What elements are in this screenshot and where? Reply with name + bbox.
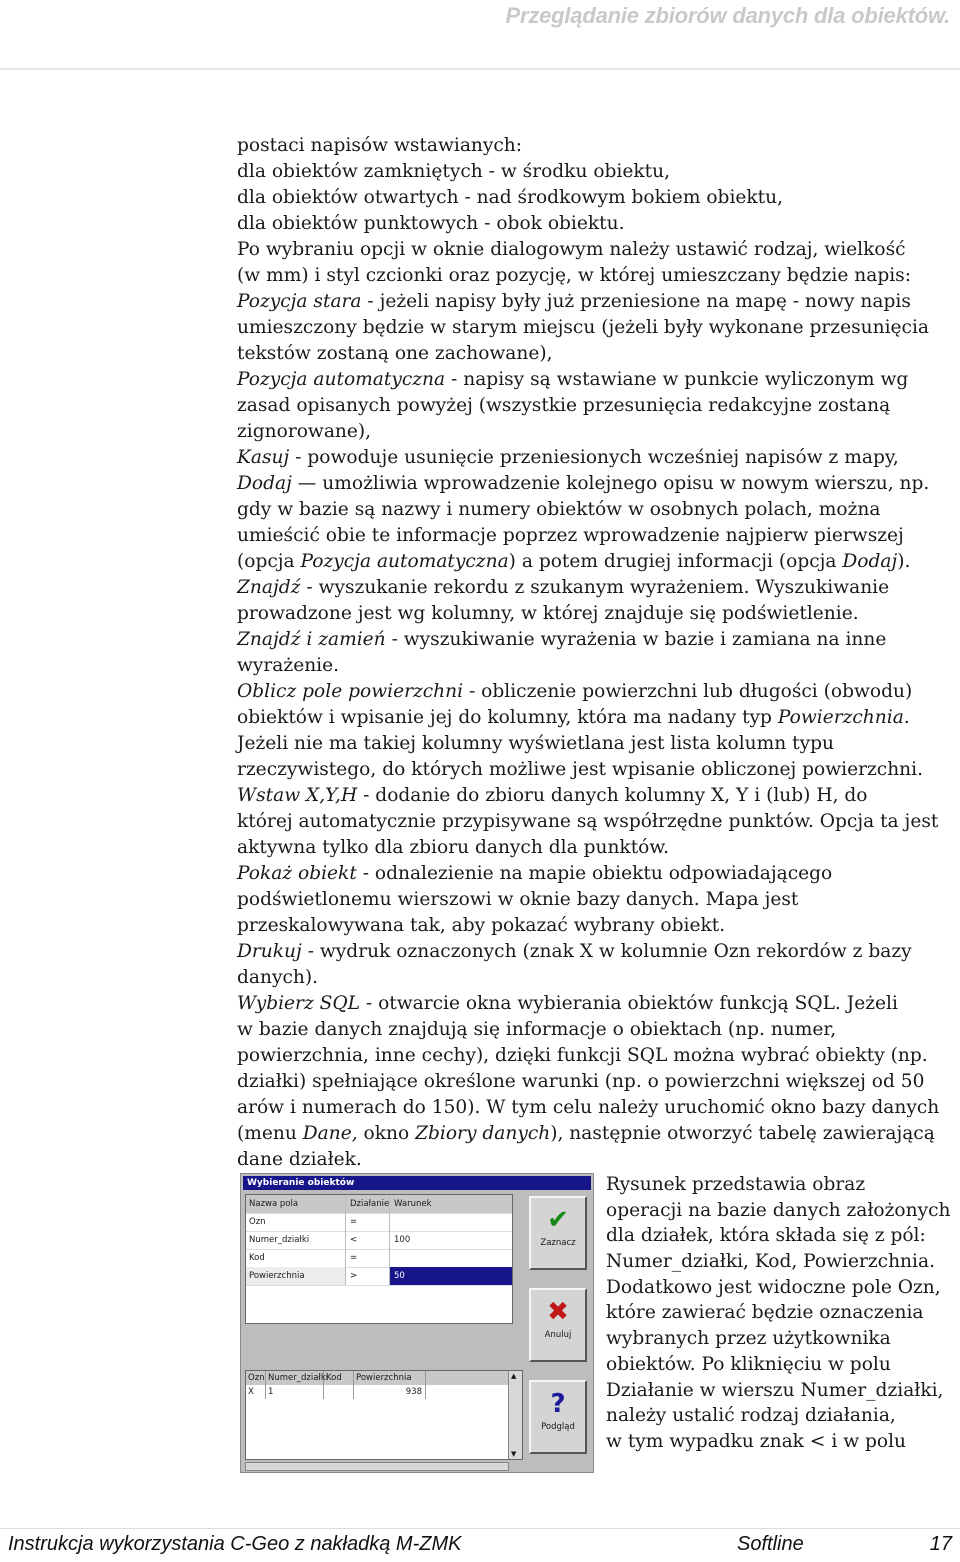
text-run: dane działek. xyxy=(237,1149,362,1170)
text-run: (menu xyxy=(237,1123,303,1144)
body-line xyxy=(237,1121,957,1147)
results-header-row xyxy=(246,1371,508,1385)
option-name: Pokaż obiekt xyxy=(237,863,357,884)
page-header-title: Przeglądanie zbiorów danych dla obiektów. xyxy=(505,3,950,28)
grid-row[interactable] xyxy=(246,1213,512,1232)
scroll-up-icon: ▲ xyxy=(511,1372,517,1380)
results-cell[interactable]: X xyxy=(246,1385,266,1399)
body-line xyxy=(237,263,957,289)
text-run: zasad opisanych powyżej (wszystkie przesunięcia redakcyjne zostaną xyxy=(237,395,891,416)
body-line xyxy=(237,1095,957,1121)
body-line xyxy=(237,991,957,1017)
grid-column-header: Nazwa pola xyxy=(246,1195,346,1213)
cross-icon: ✖ xyxy=(547,1297,569,1327)
option-name: Dane, xyxy=(302,1123,358,1144)
text-run: danych). xyxy=(237,967,319,988)
body-line xyxy=(237,159,957,185)
body-line xyxy=(237,887,957,913)
body-line xyxy=(237,575,957,601)
caption-line: należy ustalić rodzaj działania, xyxy=(606,1405,896,1427)
results-column-header: Numer_działki xyxy=(268,1373,329,1383)
text-run: - dodanie do zbioru danych kolumny X, Y i (lub) H, do xyxy=(357,785,868,806)
results-row[interactable] xyxy=(246,1385,508,1399)
grid-row[interactable] xyxy=(246,1231,512,1250)
text-run: dla obiektów punktowych - obok obiektu. xyxy=(237,213,625,234)
text-run: prowadzone jest wg kolumny, w której znajduje się podświetlenie. xyxy=(237,603,859,624)
body-line xyxy=(237,419,957,445)
body-line xyxy=(237,601,957,627)
option-name: Zbiory danych xyxy=(415,1123,551,1144)
text-run: ). xyxy=(897,551,911,572)
text-run: której automatycznie przypisywane są współrzędne punktów. Opcja ta jest xyxy=(237,811,939,832)
caption-line: dla działek, która składa się z pól: xyxy=(606,1225,926,1247)
option-name: Wstaw X,Y,H xyxy=(237,785,358,806)
option-name: Powierzchnia xyxy=(777,707,904,728)
body-line xyxy=(237,1043,957,1069)
checkmark-icon: ✔ xyxy=(547,1205,569,1235)
grid-cell[interactable]: Kod xyxy=(246,1249,346,1267)
body-line xyxy=(237,1017,957,1043)
text-run: ), następnie otworzyć tabelę zawierającą xyxy=(550,1123,935,1144)
text-run: umieszczony będzie w starym miejscu (jeżeli były wykonane przesunięcia xyxy=(237,317,929,338)
body-line xyxy=(237,783,957,809)
body-line xyxy=(237,497,957,523)
body-line xyxy=(237,367,957,393)
caption-line: Dodatkowo jest widoczne pole Ozn, xyxy=(606,1276,941,1298)
grid-row[interactable] xyxy=(246,1249,512,1268)
text-run: okno xyxy=(357,1123,416,1144)
caption-line: Rysunek przedstawia obraz xyxy=(606,1174,866,1195)
body-line xyxy=(237,939,957,965)
grid-cell[interactable] xyxy=(390,1213,512,1231)
text-run: Jeżeli nie ma takiej kolumny wyświetlana jest lista kolumn typu xyxy=(237,733,835,754)
text-run: - napisy są wstawiane w punkcie wyliczonym wg xyxy=(445,369,909,390)
text-run: wyrażenie. xyxy=(237,655,340,676)
results-grid xyxy=(245,1370,523,1460)
text-run: dla obiektów otwartych - nad środkowym bokiem obiektu, xyxy=(237,187,784,208)
body-line xyxy=(237,549,957,575)
page-number: 17 xyxy=(929,1533,952,1555)
option-name: Drukuj xyxy=(237,941,302,962)
grid-column-header: Działanie xyxy=(346,1195,390,1213)
body-line xyxy=(237,523,957,549)
text-run: - wyszukanie rekordu z szukanym wyrażeniem. Wyszukiwanie xyxy=(300,577,890,598)
horizontal-scrollbar xyxy=(245,1462,509,1471)
results-column-header: Ozn xyxy=(248,1373,265,1383)
text-run: umieścić obie te informacje poprzez wprowadzenie najpierw pierwszej xyxy=(237,525,904,546)
select-button[interactable] xyxy=(529,1196,587,1270)
text-run: aktywna tylko dla zbioru danych dla punktów. xyxy=(237,837,669,858)
text-run: - wydruk oznaczonych (znak X w kolumnie Ozn rekordów z bazy xyxy=(301,941,912,962)
header-divider xyxy=(0,68,960,70)
caption-line: Działanie w wierszu Numer_działki, xyxy=(606,1379,944,1401)
results-cell[interactable]: 1 xyxy=(266,1385,324,1399)
grid-cell[interactable]: > xyxy=(346,1267,390,1285)
body-line xyxy=(237,471,957,497)
button-label: Anuluj xyxy=(544,1330,572,1340)
results-cell[interactable] xyxy=(324,1385,354,1399)
button-label: Zaznacz xyxy=(540,1238,576,1248)
text-run: . xyxy=(903,707,910,728)
text-run: - powoduje usunięcie przeniesionych wcześniej napisów z mapy, xyxy=(289,447,899,468)
question-icon: ? xyxy=(550,1389,566,1419)
page-footer xyxy=(0,1529,960,1559)
body-line xyxy=(237,965,957,991)
body-line xyxy=(237,393,957,419)
grid-cell[interactable]: 100 xyxy=(394,1235,411,1245)
body-line xyxy=(237,705,957,731)
body-line xyxy=(237,1147,957,1173)
text-run: dla obiektów zamkniętych - w środku obiektu, xyxy=(237,161,671,182)
text-run: obiektów i wpisanie jej do kolumny, która ma nadany typ xyxy=(237,707,778,728)
option-name: Kasuj xyxy=(237,447,290,468)
text-run: zignorowane), xyxy=(237,421,372,442)
footer-document-title: Instrukcja wykorzystania C-Geo z nakładką M-ZMK xyxy=(8,1533,462,1555)
grid-header-row xyxy=(246,1195,512,1214)
text-run: powierzchnia, inne cechy), dzięki funkcji SQL można wybrać obiekty (np. xyxy=(237,1045,928,1066)
caption-line: operacji na bazie danych założonych xyxy=(606,1199,951,1221)
text-run: podświetlonemu wierszowi w oknie bazy danych. Mapa jest xyxy=(237,889,799,910)
preview-button[interactable] xyxy=(529,1380,587,1454)
option-name: Oblicz pole powierzchni xyxy=(237,681,464,702)
body-line xyxy=(237,835,957,861)
body-line xyxy=(237,237,957,263)
text-run: (w mm) i styl czcionki oraz pozycję, w której umieszczany będzie napis: xyxy=(237,265,911,286)
body-line xyxy=(237,731,957,757)
scroll-down-icon: ▼ xyxy=(511,1450,517,1458)
body-line xyxy=(237,913,957,939)
text-run: działki) spełniające określone warunki (np. o powierzchni większej od 50 xyxy=(237,1071,925,1092)
footer-company: Softline xyxy=(737,1533,804,1555)
text-run: gdy w bazie są nazwy i numery obiektów w osobnych polach, można xyxy=(237,499,881,520)
body-line xyxy=(237,341,957,367)
grid-cell[interactable]: = xyxy=(346,1213,390,1231)
body-line xyxy=(237,653,957,679)
text-run: postaci napisów wstawianych: xyxy=(237,135,523,156)
option-name: Pozycja automatyczna xyxy=(300,551,509,572)
dialog-screenshot xyxy=(240,1173,594,1473)
text-run: tekstów zostaną one zachowane), xyxy=(237,343,553,364)
caption-line: które zawierać będzie oznaczenia xyxy=(606,1302,924,1324)
grid-cell[interactable]: 50 xyxy=(390,1267,512,1285)
text-run: w bazie danych znajdują się informacje o obiektach (np. numer, xyxy=(237,1019,837,1040)
body-line xyxy=(237,861,957,887)
text-run: (opcja xyxy=(237,551,301,572)
grid-cell[interactable]: = xyxy=(346,1249,390,1267)
option-name: Dodaj xyxy=(237,473,292,494)
cancel-button[interactable] xyxy=(529,1288,587,1362)
caption-line: obiektów. Po kliknięciu w polu xyxy=(606,1353,891,1375)
text-run: przeskalowywana tak, aby pokazać wybrany obiekt. xyxy=(237,915,726,936)
body-line xyxy=(237,315,957,341)
text-run: - obliczenie powierzchni lub długości (obwodu) xyxy=(463,681,913,702)
text-run: ) a potem drugiej informacji (opcja xyxy=(508,551,843,572)
right-caption-text xyxy=(606,1172,958,1455)
grid-cell[interactable]: Numer_działki xyxy=(246,1231,346,1249)
body-line xyxy=(237,289,957,315)
text-run: Po wybraniu opcji w oknie dialogowym należy ustawić rodzaj, wielkość xyxy=(237,239,906,260)
body-line xyxy=(237,627,957,653)
option-name: Znajdź i zamień xyxy=(237,629,386,650)
text-run: — umożliwia wprowadzenie kolejnego opisu w nowym wierszu, np. xyxy=(291,473,930,494)
caption-line: w tym wypadku znak < i w polu xyxy=(606,1430,907,1452)
body-line xyxy=(237,133,957,159)
body-line xyxy=(237,757,957,783)
text-run: - wyszukiwanie wyrażenia w bazie i zamiana na inne xyxy=(385,629,887,650)
results-scrollbar xyxy=(508,1371,522,1459)
results-cell[interactable]: 938 xyxy=(354,1385,426,1399)
text-run: - odnalezienie na mapie obiektu odpowiadającego xyxy=(356,863,833,884)
button-label: Podgląd xyxy=(541,1422,575,1432)
text-run: arów i numerach do 150). W tym celu należy uruchomić okno bazy danych xyxy=(237,1097,940,1118)
body-line xyxy=(237,1069,957,1095)
body-line xyxy=(237,185,957,211)
grid-cell[interactable]: Ozn xyxy=(246,1213,346,1231)
body-line xyxy=(237,445,957,471)
option-name: Dodaj xyxy=(842,551,898,572)
results-column-header: Powierzchnia xyxy=(354,1371,426,1385)
conditions-grid xyxy=(245,1194,513,1324)
option-name: Znajdź xyxy=(237,577,301,598)
option-name: Pozycja automatyczna xyxy=(237,369,446,390)
body-line xyxy=(237,809,957,835)
grid-column-header: Warunek xyxy=(394,1199,432,1209)
text-run: - otwarcie okna wybierania obiektów funkcją SQL. Jeżeli xyxy=(359,993,898,1014)
dialog-title-bar: Wybieranie obiektów xyxy=(243,1176,591,1190)
grid-row[interactable] xyxy=(246,1267,512,1286)
caption-line: Numer_działki, Kod, Powierzchnia. xyxy=(606,1251,935,1273)
body-text xyxy=(237,133,957,1173)
option-name: Wybierz SQL xyxy=(237,993,360,1014)
text-run: rzeczywistego, do których możliwe jest wpisanie obliczonej powierzchni. xyxy=(237,759,924,780)
grid-cell[interactable]: < xyxy=(346,1231,390,1249)
text-run: - jeżeli napisy były już przeniesione na mapę - nowy napis xyxy=(361,291,911,312)
body-line xyxy=(237,679,957,705)
caption-line: wybranych przez użytkownika xyxy=(606,1328,891,1350)
results-column-header: Kod xyxy=(324,1371,354,1385)
option-name: Pozycja stara xyxy=(237,291,362,312)
grid-cell[interactable]: Powierzchnia xyxy=(246,1267,346,1285)
body-line xyxy=(237,211,957,237)
grid-cell[interactable] xyxy=(390,1249,512,1267)
